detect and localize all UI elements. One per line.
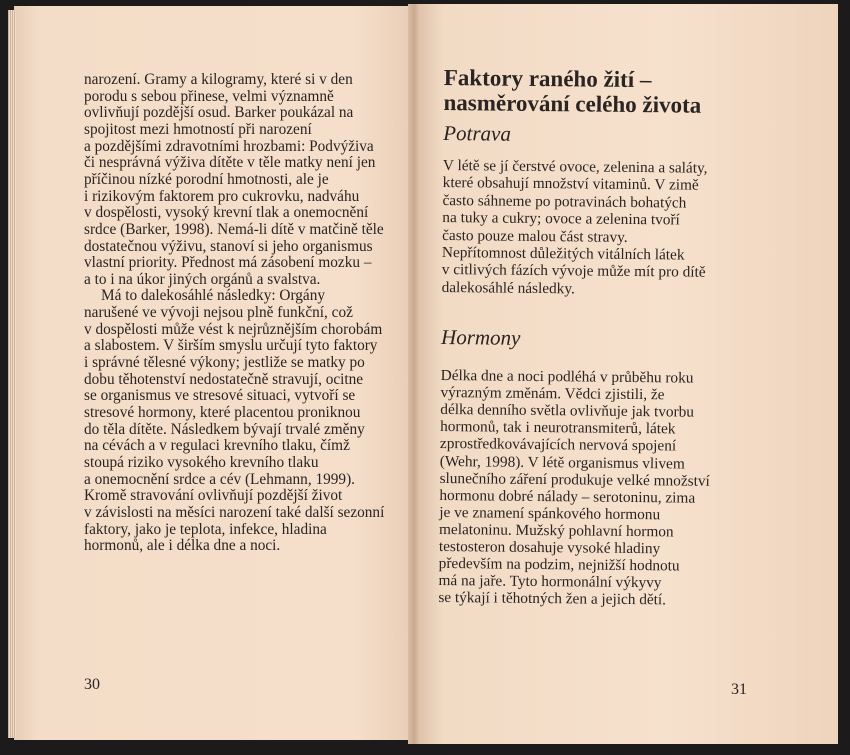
text-line: a slabostem. V širším smyslu určují tyto faktory (84, 337, 378, 355)
text-line: se týkají i těhotných žen a jejich dětí. (438, 589, 667, 609)
text-line: má na jaře. Tyto hormonální výkyvy (438, 572, 662, 592)
text-line: a pozdějšími zdravotními hrozbami: Podvýživa (84, 137, 374, 155)
page-number-left: 30 (84, 676, 100, 693)
chapter-title-line-1: Faktory raného žití – (443, 64, 652, 93)
text-line: na tuky a cukry; ovoce a zelenina tvoří (442, 209, 680, 229)
text-line: v závislosti na měsíci narození také další sezonní (84, 503, 385, 521)
text-line: v citlivých fázích vývoje může mít pro dítě (441, 261, 706, 282)
text-line: příčinou nízké porodní hmotnosti, ale je (84, 170, 329, 188)
text-line: narušené ve vývoji nejsou plně funkční, což (84, 304, 353, 322)
text-line: Má to dalekosáhlé následky: Orgány (101, 287, 326, 305)
text-line: dalekosáhlé následky. (441, 278, 575, 298)
text-line: které obsahují množství vitaminů. V zimě (442, 174, 699, 195)
text-line: slunečního záření produkuje velké množství (439, 469, 710, 490)
text-line: hormonů, tak i neurotransmiterů, látek (440, 418, 676, 438)
text-line: a to i na úkor jiných orgánů a svalstva. (84, 270, 321, 288)
section-heading-potrava: Potrava (443, 120, 512, 146)
text-line: ovlivňují pozdější osud. Barker poukázal na (84, 104, 354, 122)
page-number-right: 31 (731, 681, 747, 698)
text-line: spojitost mezi hmotností při narození (84, 120, 312, 138)
text-line: délka denního světla ovlivňuje jak tvorbu (440, 401, 695, 421)
page-edges (8, 10, 16, 738)
text-line: stresové hormony, které placentou proniknou (84, 404, 361, 421)
text-line: často pouze malou část stravy. (442, 226, 628, 246)
text-line: se organismus ve stresové situaci, vytvoří se (84, 387, 356, 405)
text-line: do těla dítěte. Následkem bývají trvalé změny (84, 420, 365, 438)
text-line: hormonů, ale i délka dne a noci. (84, 537, 281, 555)
text-line: i správné tělesné výkony; jestliže se matky po (84, 354, 365, 372)
text-line: Kromě stravování ovlivňují pozdější život (84, 487, 343, 505)
text-line: porodu s sebou přinese, velmi významně (84, 87, 334, 105)
text-line: či nesprávná výživa dítěte v těle matky není jen (84, 154, 376, 172)
book-spine (408, 4, 420, 744)
text-line: zprostředkovávajících nervová spojení (439, 435, 677, 455)
text-line: srdce (Barker, 1998). Nemá-li dítě v matčině těle (84, 220, 384, 238)
text-line: melatoninu. Mužský pohlavní hormon (438, 520, 674, 541)
text-line: Délka dne a noci podléhá v průběhu roku (440, 366, 694, 387)
text-line: v dospělosti, vysoký krevní tlak a onemocnění (84, 204, 369, 222)
text-line: vlastní priority. Přednost má zásobení mozku – (84, 254, 372, 272)
text-line: narození. Gramy a kilogramy, které si v den (84, 71, 353, 88)
text-line: V létě se jí čerstvé ovoce, zelenina a saláty, (442, 156, 708, 177)
text-line: a onemocnění srdce a cév (Lehmann, 1999). (84, 470, 355, 488)
text-line: (Wehr, 1998). V létě organismus vlivem (439, 452, 685, 473)
text-line: stoupá riziko vysokého krevního tlaku (84, 453, 319, 471)
text-line: hormonu dobré nálady – serotoninu, zima (439, 486, 696, 507)
text-line: výrazným změnám. Vědci zjistili, že (440, 384, 665, 404)
chapter-title-line-2: nasměrování celého života (443, 89, 702, 118)
text-line: na cévách a v regulaci krevního tlaku, čímž (84, 437, 350, 455)
text-line: především na podzim, nejnižší hodnotu (438, 555, 680, 575)
text-line: je ve znamení spánkového hormonu (439, 503, 661, 524)
section-heading-hormony: Hormony (440, 324, 521, 350)
text-line: dobu těhotenství nedostatečně stravují, ocitne (84, 370, 364, 388)
text-line: v dospělosti může vést k nejrůznějším chorobám (84, 320, 383, 338)
text-line: Nepřítomnost důležitých vitálních látek (441, 243, 685, 264)
text-line: i rizikovým faktorem pro cukrovku, nadváhu (84, 187, 360, 205)
text-line: dostatečnou výživu, stanoví si jeho organismus (84, 237, 373, 255)
text-line: faktory, jako je teplota, infekce, hladina (84, 520, 327, 538)
text-line: často sáhneme po potravinách bohatých (442, 191, 687, 212)
text-line: testosteron dosahuje vysoké hladiny (438, 537, 661, 558)
